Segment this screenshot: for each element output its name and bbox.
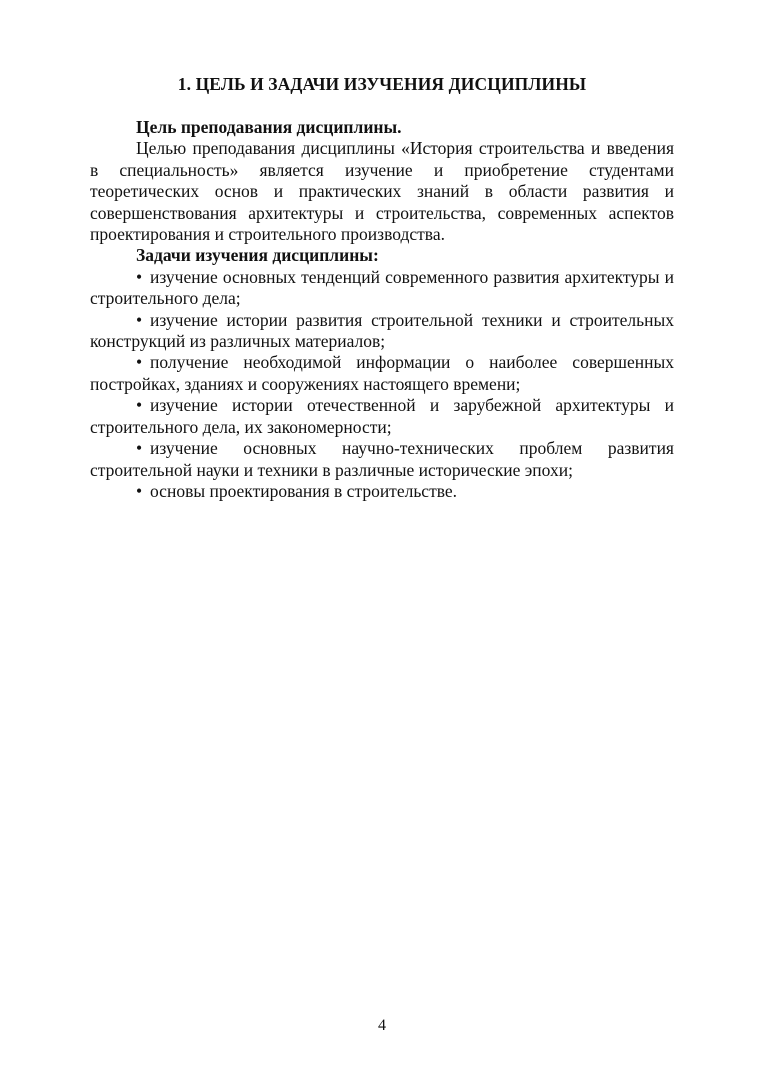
task-item — [90, 267, 674, 310]
task-item — [90, 352, 674, 395]
bullet-icon: • — [136, 480, 143, 501]
section-body — [90, 117, 674, 502]
task-item-text: основы проектирования в строительстве. — [150, 480, 458, 501]
task-item-text: изучение истории отечественной и зарубежной архитектуры и строительного дела, их закономерности; — [90, 395, 674, 437]
bullet-icon: • — [136, 395, 143, 416]
page-number: 4 — [378, 1017, 386, 1034]
bullet-icon: • — [136, 266, 143, 287]
section-title: 1. ЦЕЛЬ И ЗАДАЧИ ИЗУЧЕНИЯ ДИСЦИПЛИНЫ — [177, 74, 587, 94]
bullet-icon: • — [136, 309, 143, 330]
bullet-icon: • — [136, 352, 143, 373]
goal-paragraph: Целью преподавания дисциплины «История строительства и введения в специальность» является изучение и приобретение студентами теоретических основ и практических знаний в области развития и совершенствования архитектуры и строительства, современных аспектов проектирования и строительного производства. — [90, 138, 674, 245]
task-item-text: изучение основных тенденций современного развития архитектуры и строительного дела; — [90, 266, 674, 309]
task-item — [90, 395, 674, 438]
task-item — [90, 481, 674, 502]
task-item — [90, 310, 674, 353]
task-item-text: изучение основных научно-технических проблем развития строительной науки и техники в различные исторические эпохи; — [90, 438, 674, 480]
task-item-text: изучение истории развития строительной техники и строительных конструкций из различных материалов; — [90, 309, 674, 352]
tasks-heading: Задачи изучения дисциплины: — [136, 245, 379, 266]
bullet-icon: • — [136, 438, 143, 459]
task-item — [90, 438, 674, 481]
goal-heading: Цель преподавания дисциплины. — [136, 117, 402, 137]
task-item-text: получение необходимой информации о наиболее совершенных постройках, зданиях и сооружениях настоящего времени; — [90, 352, 674, 394]
